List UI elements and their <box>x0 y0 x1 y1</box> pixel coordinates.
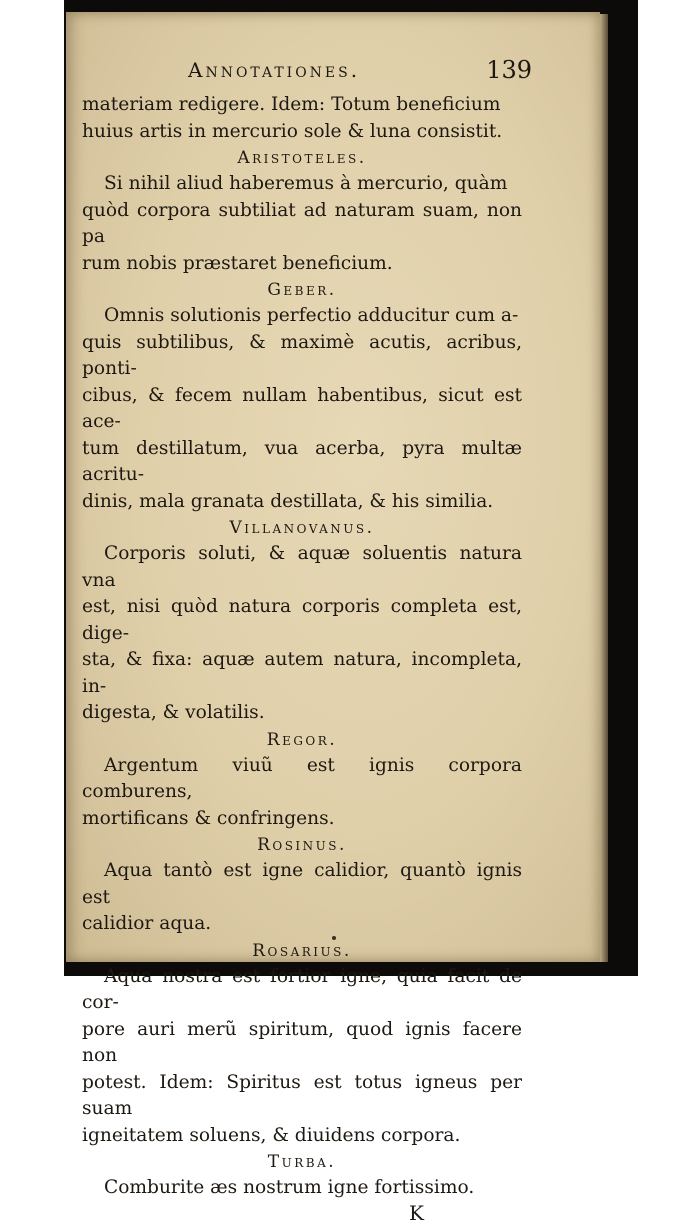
section-heading-regor: Regor. <box>266 729 338 750</box>
section-text-regor: Argentum viuũ est ignis corpora comburens, mortificans & confringens. <box>82 754 522 829</box>
signature-mark: K <box>409 1200 424 1225</box>
section-heading-villanovanus: Villanovanus. <box>229 518 375 538</box>
text-block <box>82 56 532 1225</box>
section-text-rosarius: Aqua nostra est fortior igne, quia facit de cor- pore auri merũ spiritum, quod ignis facere non potest. Idem: Spiritus est totus igneus per suam igneitatem soluens, & diuidens corpora. <box>82 965 522 1146</box>
section-heading-rosarius: Rosarius. <box>252 940 352 961</box>
section-heading-rosinus: Rosinus. <box>257 835 347 855</box>
section-text-aristoteles: Si nihil aliud haberemus à mercurio, quàm quòd corpora subtiliat ad naturam suam, non pa rum nobis præstaret beneficium. <box>82 173 522 274</box>
section-text-geber: Omnis solutionis perfectio adducitur cum a- quis subtilibus, & maximè acutis, acribus, ponti- cibus, & fecem nullam habentibus, sicut est ace- tum destillatum, vua acerba, pyra multæ acritu- dinis, mala granata destillata, & his similia. <box>82 305 522 512</box>
section-text-turba: Comburite æs nostrum igne fortissimo. <box>104 1177 475 1198</box>
section-heading-turba: Turba. <box>267 1152 337 1172</box>
section-heading-geber: Geber. <box>267 280 337 300</box>
running-title: Annotationes. <box>188 58 361 82</box>
section-text-rosinus: Aqua tantò est igne calidior, quantò ignis est calidior aqua. <box>82 860 522 934</box>
page-number: 139 <box>486 56 532 84</box>
page-edge <box>600 14 608 962</box>
section-heading-aristoteles: Aristoteles. <box>237 148 367 168</box>
ink-speck <box>332 936 336 940</box>
section-text-villanovanus: Corporis soluti, & aquæ soluentis natura vna est, nisi quòd natura corporis completa est, dige- sta, & fixa: aquæ autem natura, incompleta, in- digesta, & volatilis. <box>82 543 522 723</box>
running-head <box>82 56 532 92</box>
section-text-0: materiam redigere. Idem: Totum beneficium huius artis in mercurio sole & luna consistit. <box>82 94 503 142</box>
